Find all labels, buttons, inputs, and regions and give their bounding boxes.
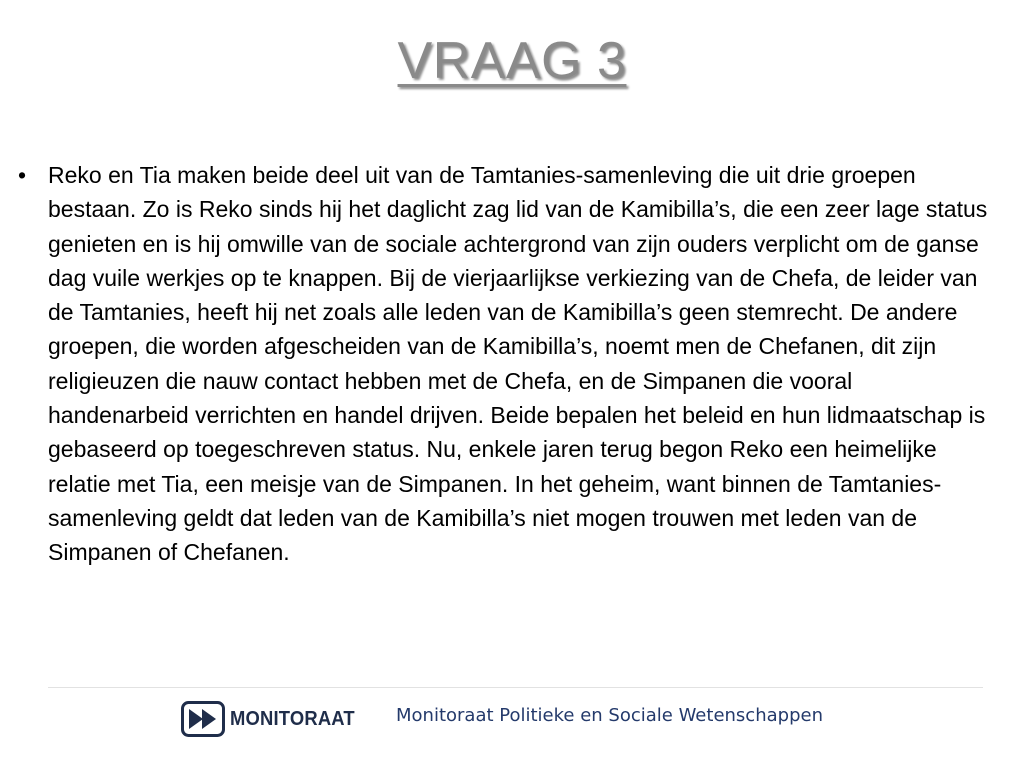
- fast-forward-icon: [181, 701, 225, 737]
- logo-wordmark: MONITORAAT: [230, 707, 355, 730]
- monitoraat-logo: [181, 700, 366, 738]
- bullet-point: •: [18, 162, 27, 188]
- organization-name: Monitoraat Politieke en Sociale Wetenschappen: [396, 705, 823, 726]
- bullet-text: Reko en Tia maken beide deel uit van de Tamtanies-samenleving die uit drie groepen bestaan. Zo is Reko sinds hij het daglicht zag lid van de Kamibilla’s, die een zeer lage status genieten en is hij omwille van de sociale achtergrond van zijn ouders verplicht om de ganse dag vuile werkjes op te knappen. Bij de vierjaarlijkse verkiezing van de Chefa, de leider van de Tamtanies, heeft hij net zoals alle leden van de Kamibilla’s geen stemrecht. De andere groepen, die worden afgescheiden van de Kamibilla’s, noemt men de Chefanen, dit zijn religieuzen die nauw contact hebben met de Chefa, en de Simpanen die vooral handenarbeid verrichten en handel drijven. Beide bepalen het beleid en hun lidmaatschap is gebaseerd op toegeschreven status. Nu, enkele jaren terug begon Reko een heimelijke relatie met Tia, een meisje van de Simpanen. In het geheim, want binnen de Tamtanies-samenleving geldt dat leden van de Kamibilla’s niet mogen trouwen met leden van de Simpanen of Chefanen.: [48, 162, 988, 566]
- footer-divider: [48, 687, 983, 688]
- slide-body: [18, 158, 993, 570]
- bullet-item: [18, 158, 993, 570]
- slide-title: VRAAG 3: [397, 32, 627, 90]
